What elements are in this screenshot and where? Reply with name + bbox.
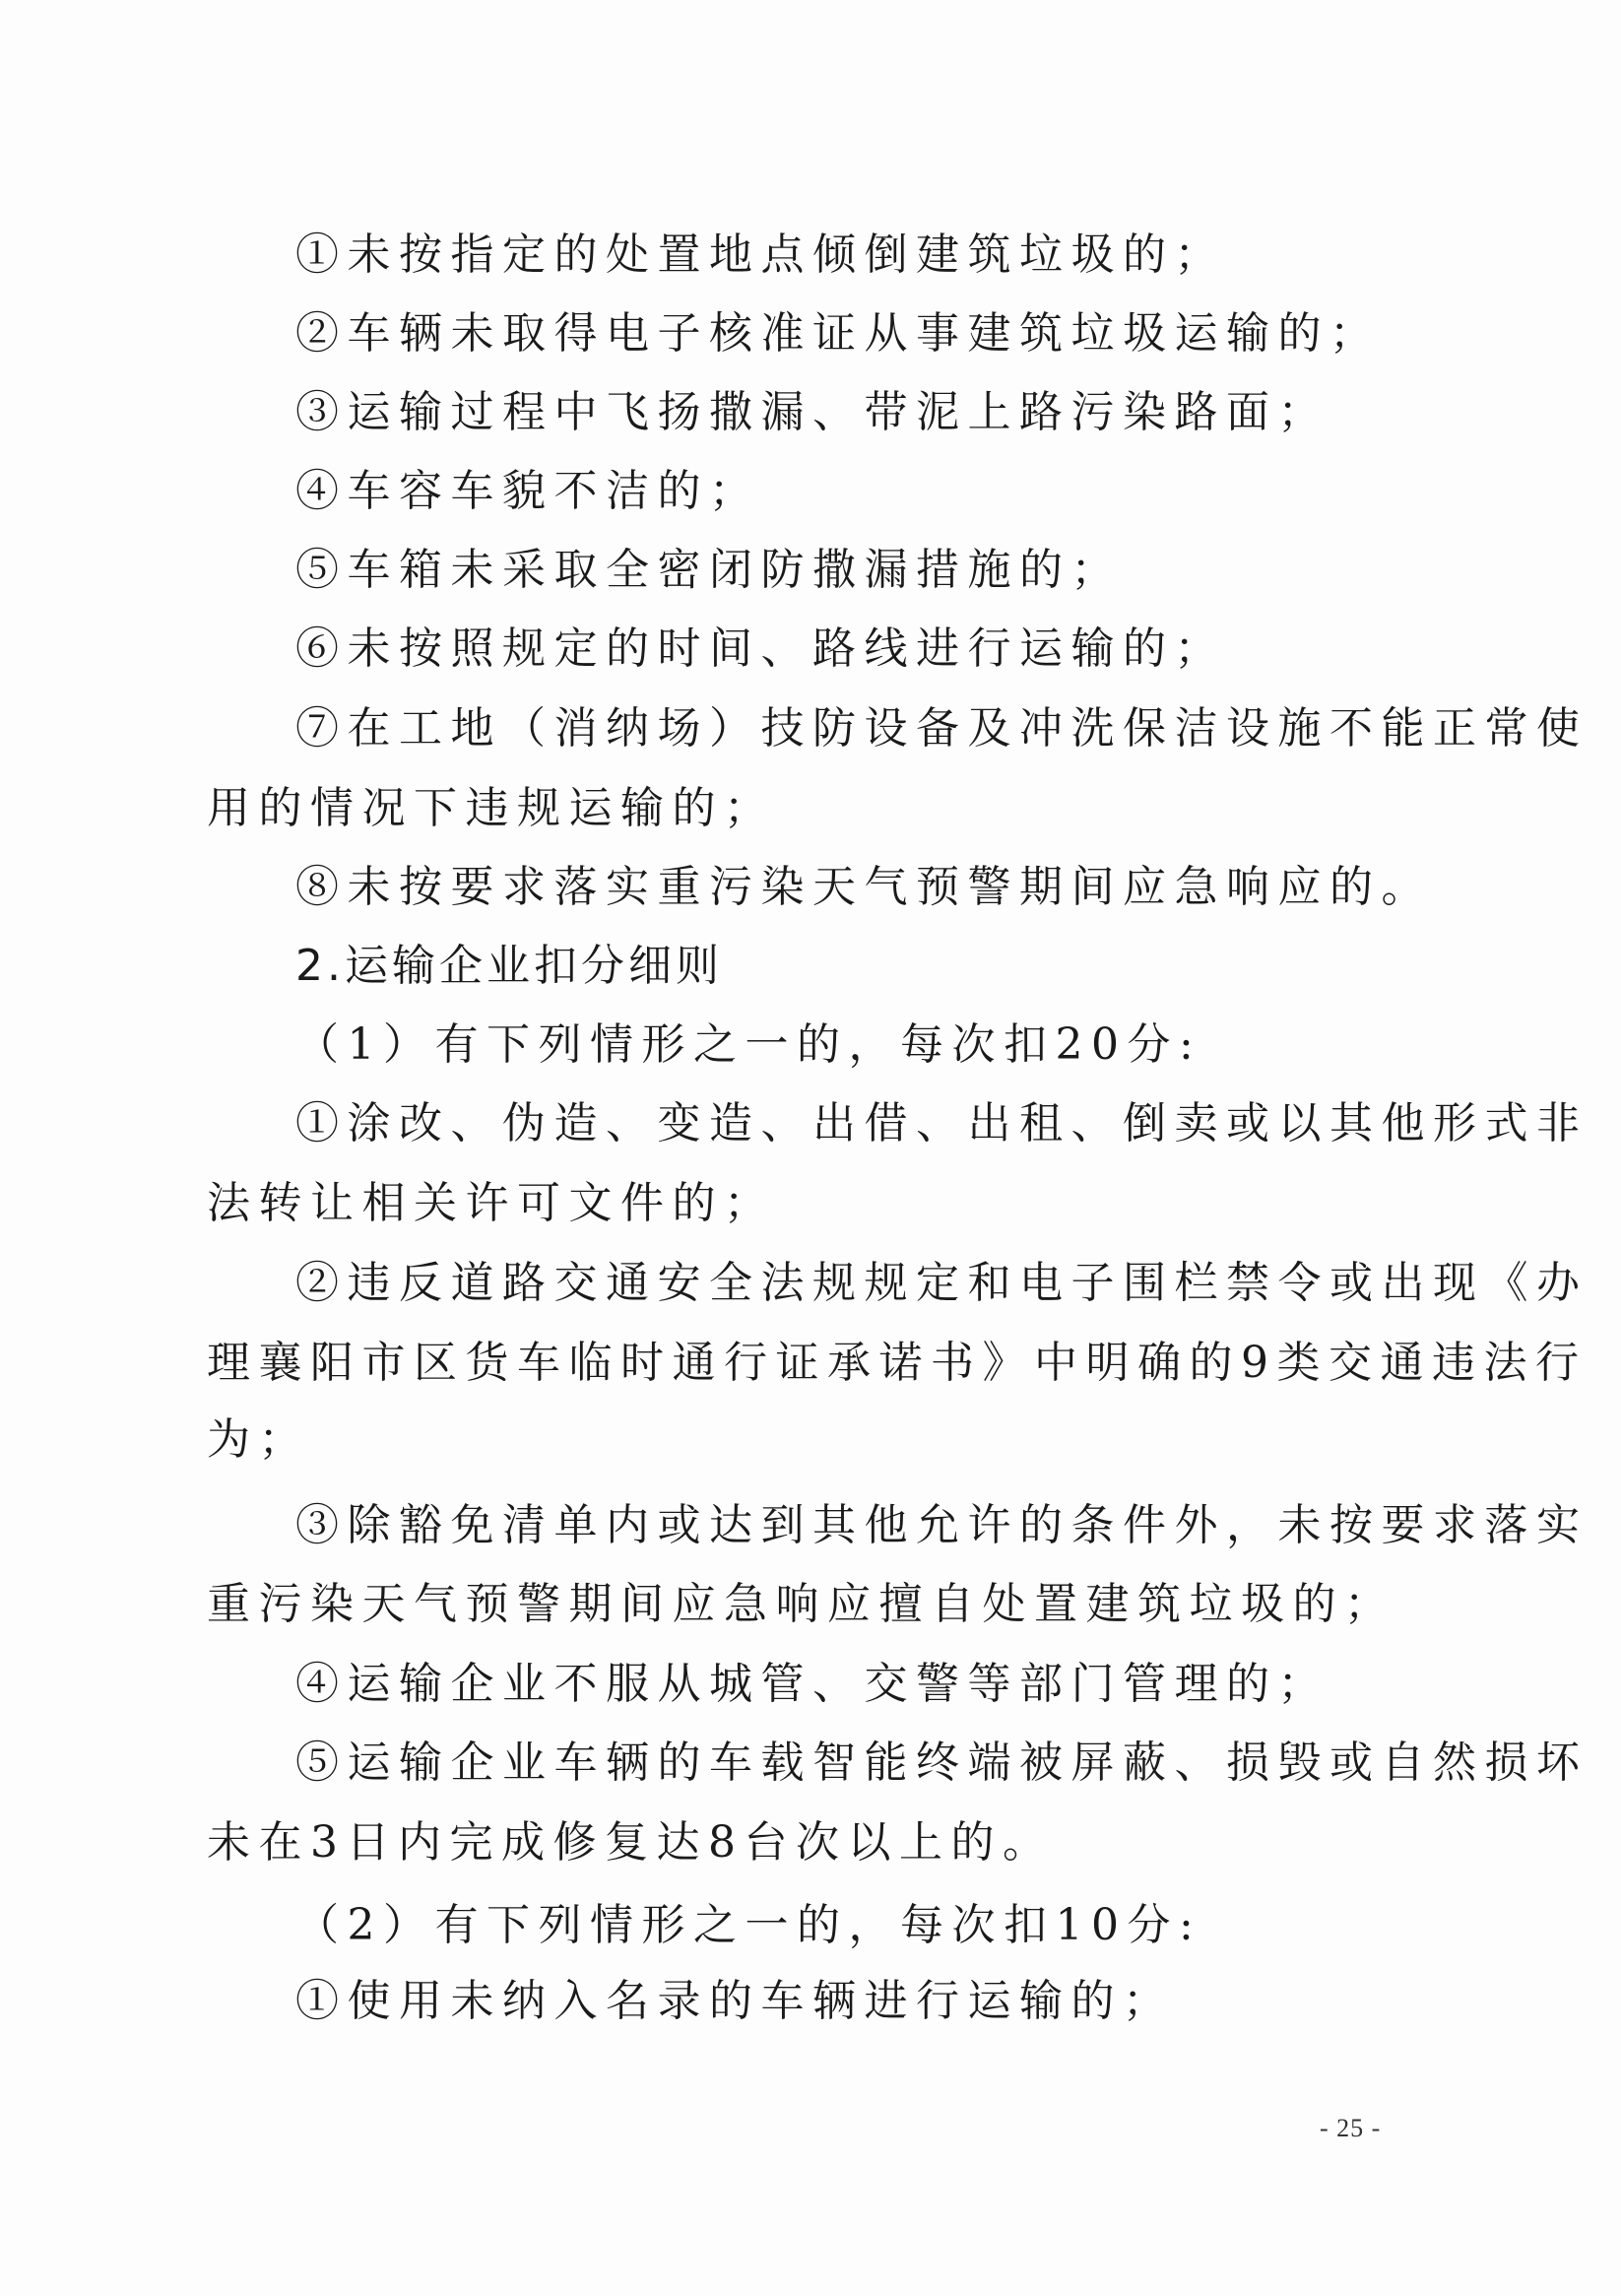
item-3-text: ③运输过程中飞扬撒漏、带泥上路污染路面； bbox=[295, 387, 1329, 437]
subsection-1-heading: （1）有下列情形之一的，每次扣20分: bbox=[295, 1019, 1202, 1070]
item-5-text: ⑤车箱未采取全密闭防撒漏措施的； bbox=[295, 545, 1123, 595]
item-8-text: ⑧未按要求落实重污染天气预警期间应急响应的。 bbox=[295, 862, 1433, 912]
rule-1-text-line-1: ①涂改、伪造、变造、出借、出租、倒卖或以其他形式非 bbox=[295, 1098, 1589, 1148]
item-2-text: ②车辆未取得电子核准证从事建筑垃圾运输的； bbox=[295, 308, 1382, 359]
rule-2-text-line-3: 为； bbox=[207, 1414, 310, 1465]
item-1-text: ①未按指定的处置地点倾倒建筑垃圾的； bbox=[295, 230, 1226, 280]
rule-5-text-line-2: 未在3日内完成修复达8台次以上的。 bbox=[207, 1817, 1055, 1868]
item-4-text: ④车容车貌不洁的； bbox=[295, 466, 761, 516]
item-7-text-line-1: ⑦在工地（消纳场）技防设备及冲洗保洁设施不能正常使 bbox=[295, 703, 1589, 754]
rule-3-text-line-1: ③除豁免清单内或达到其他允许的条件外，未按要求落实 bbox=[295, 1500, 1589, 1550]
rule-2-text-line-2: 理襄阳市区货车临时通行证承诺书》中明确的9类交通违法行 bbox=[207, 1338, 1588, 1388]
rule-3-text-line-2: 重污染天气预警期间应急响应擅自处置建筑垃圾的； bbox=[207, 1579, 1396, 1629]
subsection-2-heading: （2）有下列情形之一的，每次扣10分: bbox=[295, 1900, 1202, 1950]
page-number: - 25 - bbox=[1320, 2114, 1382, 2142]
rule-4-text: ④运输企业不服从城管、交警等部门管理的； bbox=[295, 1659, 1329, 1709]
rule-5-text-line-1: ⑤运输企业车辆的车载智能终端被屏蔽、损毁或自然损坏 bbox=[295, 1738, 1589, 1788]
section-heading: 2.运输企业扣分细则 bbox=[295, 941, 723, 991]
rule-2-text-line-1: ②违反道路交通安全法规规定和电子围栏禁令或出现《办 bbox=[295, 1258, 1589, 1308]
item-7-text-line-2: 用的情况下违规运输的； bbox=[207, 783, 776, 833]
rule-6-text: ①使用未纳入名录的车辆进行运输的； bbox=[295, 1976, 1175, 2026]
rule-1-text-line-2: 法转让相关许可文件的； bbox=[207, 1178, 776, 1228]
item-6-text: ⑥未按照规定的时间、路线进行运输的； bbox=[295, 623, 1226, 674]
